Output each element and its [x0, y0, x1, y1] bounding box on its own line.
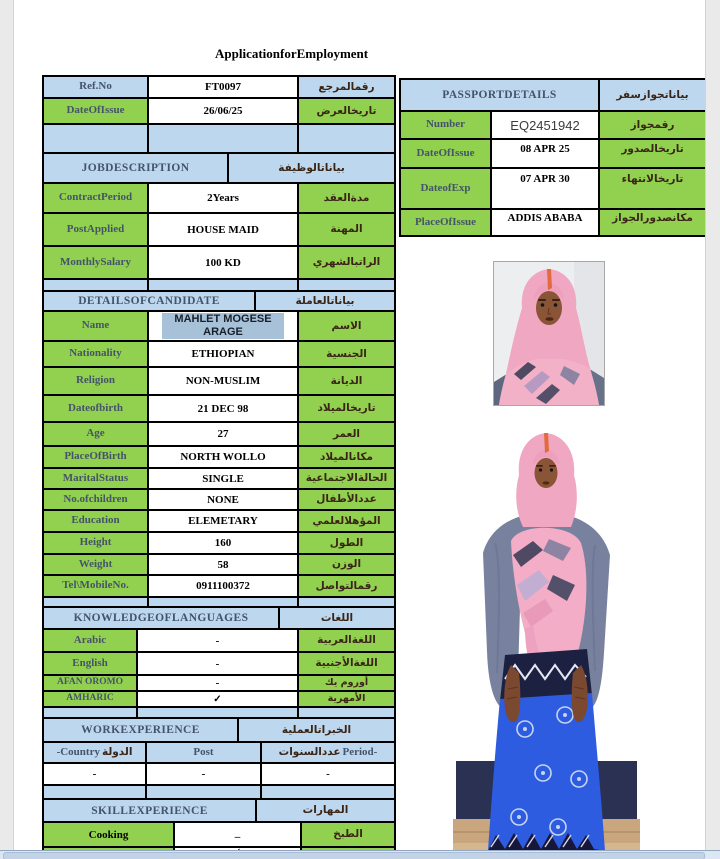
page-margin-right	[705, 0, 720, 859]
table-row	[44, 396, 396, 423]
name-arabic: الاسم	[299, 312, 396, 342]
mobile-value: 0911100372	[149, 576, 299, 598]
table-row	[401, 210, 707, 237]
nationality-value: ETHIOPIAN	[149, 342, 299, 368]
arabic-language-label: Arabic	[44, 630, 138, 653]
english-language-arabic: اللغةالأجنبية	[299, 653, 396, 676]
table-row	[44, 423, 396, 447]
arabic-language-arabic: اللغةالعربية	[299, 630, 396, 653]
name-value	[149, 312, 299, 342]
date-of-issue-label: DateOfIssue	[44, 99, 149, 125]
country-column-header: -Country الدولة	[44, 743, 147, 764]
marital-status-arabic: الحالةالاجتماعية	[299, 469, 396, 490]
post-applied-arabic: المهنة	[299, 214, 396, 247]
job-description-header: JOBDESCRIPTION	[44, 154, 229, 184]
monthly-salary-value: 100 KD	[149, 247, 299, 280]
table-row	[44, 312, 396, 342]
passport-place-label: PlaceOfIssue	[401, 210, 492, 237]
height-value: 160	[149, 533, 299, 555]
religion-value: NON-MUSLIM	[149, 368, 299, 396]
table-row	[44, 469, 396, 490]
section-header-row	[44, 800, 396, 823]
empty-row	[44, 280, 396, 292]
amharic-arabic: الأمهرية	[299, 692, 396, 708]
nationality-arabic: الجنسية	[299, 342, 396, 368]
section-header-row	[401, 80, 707, 112]
weight-label: Weight	[44, 555, 149, 576]
page-title: ApplicationforEmployment	[215, 46, 369, 61]
table-row	[401, 169, 707, 210]
skill-experience-header-arabic: المهارات	[257, 800, 396, 823]
table-row	[44, 99, 396, 125]
work-period-value: -	[262, 764, 396, 786]
post-applied-label: PostApplied	[44, 214, 149, 247]
languages-header-arabic: اللغات	[280, 608, 396, 630]
cooking-arabic: الطبخ	[302, 823, 396, 848]
passport-issue-value: 08 APR 25	[492, 140, 600, 169]
section-header-row	[44, 292, 396, 312]
education-arabic: المؤهلالعلمي	[299, 511, 396, 533]
post-applied-value: HOUSE MAID	[149, 214, 299, 247]
afan-oromo-value: -	[138, 676, 299, 692]
job-description-header-arabic: بياناتالوظيفة	[229, 154, 396, 184]
education-value: ELEMETARY	[149, 511, 299, 533]
contract-period-arabic: مدةالعقد	[299, 184, 396, 214]
passport-photo	[493, 261, 605, 406]
scrollbar-thumb[interactable]	[3, 852, 705, 859]
table-row	[44, 368, 396, 396]
afan-oromo-label: AFAN OROMO	[44, 676, 138, 692]
date-of-birth-label: Dateofbirth	[44, 396, 149, 423]
passport-issue-arabic: تاريخالصدور	[600, 140, 707, 169]
cooking-value: –	[175, 823, 302, 848]
work-post-value: -	[147, 764, 262, 786]
children-arabic: عددالأطفال	[299, 490, 396, 511]
work-values-row	[44, 764, 396, 786]
application-table	[42, 75, 396, 859]
passport-number-value: EQ2451942	[492, 112, 600, 140]
table-row	[401, 140, 707, 169]
date-of-issue-value: 26/06/25	[149, 99, 299, 125]
horizontal-scrollbar[interactable]	[0, 850, 720, 859]
arabic-language-value: -	[138, 630, 299, 653]
amharic-label: AMHARIC	[44, 692, 138, 708]
table-row	[44, 576, 396, 598]
table-row	[44, 511, 396, 533]
amharic-value: ✓	[138, 692, 299, 708]
children-value: NONE	[149, 490, 299, 511]
passport-exp-value: 07 APR 30	[492, 169, 600, 210]
cooking-label: Cooking	[44, 823, 175, 848]
table-row	[44, 214, 396, 247]
age-arabic: العمر	[299, 423, 396, 447]
ref-no-label: Ref.No	[44, 77, 149, 99]
place-of-birth-label: PlaceOfBirth	[44, 447, 149, 469]
post-column-header: Post	[147, 743, 262, 764]
skill-experience-header: SKILLEXPERIENCE	[44, 800, 257, 823]
empty-row	[44, 708, 396, 719]
work-columns-header	[44, 743, 396, 764]
contract-period-value: 2Years	[149, 184, 299, 214]
passport-number-label: Number	[401, 112, 492, 140]
table-row	[44, 77, 396, 99]
section-header-row	[44, 608, 396, 630]
work-experience-header: WORKEXPERIENCE	[44, 719, 239, 743]
english-language-value: -	[138, 653, 299, 676]
nationality-label: Nationality	[44, 342, 149, 368]
passport-number-arabic: رقمجواز	[600, 112, 707, 140]
empty-row	[44, 598, 396, 608]
passport-photo-image	[494, 262, 604, 405]
table-row	[44, 342, 396, 368]
age-value: 27	[149, 423, 299, 447]
marital-status-label: MaritalStatus	[44, 469, 149, 490]
table-row	[44, 823, 396, 848]
table-row	[44, 630, 396, 653]
height-label: Height	[44, 533, 149, 555]
monthly-salary-label: MonthlySalary	[44, 247, 149, 280]
passport-details-header-arabic: بياناتجوازسفر	[600, 80, 707, 112]
table-row	[44, 184, 396, 214]
table-row	[44, 555, 396, 576]
english-language-label: English	[44, 653, 138, 676]
work-country-value: -	[44, 764, 147, 786]
name-label: Name	[44, 312, 149, 342]
age-label: Age	[44, 423, 149, 447]
page-margin-left	[0, 0, 14, 859]
passport-details-header: PASSPORTDETAILS	[401, 80, 600, 112]
empty-row	[44, 125, 396, 154]
table-row	[44, 533, 396, 555]
date-of-birth-arabic: تاريخالميلاد	[299, 396, 396, 423]
weight-value: 58	[149, 555, 299, 576]
full-body-photo-image	[453, 423, 640, 859]
table-row	[44, 676, 396, 692]
selected-text[interactable]: MAHLET MOGESE ARAGE	[162, 313, 284, 339]
religion-label: Religion	[44, 368, 149, 396]
work-experience-header-arabic: الخبراتالعملية	[239, 719, 396, 743]
section-header-row	[44, 719, 396, 743]
passport-exp-label: DateofExp	[401, 169, 492, 210]
children-label: No.ofchildren	[44, 490, 149, 511]
passport-table	[399, 78, 707, 237]
languages-header: KNOWLEDGEOFLANGUAGES	[44, 608, 280, 630]
monthly-salary-arabic: الراتبالشهري	[299, 247, 396, 280]
height-arabic: الطول	[299, 533, 396, 555]
date-of-issue-arabic: تاريخالعرض	[299, 99, 396, 125]
place-of-birth-arabic: مكانالميلاد	[299, 447, 396, 469]
table-row	[44, 247, 396, 280]
weight-arabic: الوزن	[299, 555, 396, 576]
table-row	[44, 447, 396, 469]
table-row	[401, 112, 707, 140]
table-row	[44, 653, 396, 676]
religion-arabic: الديانة	[299, 368, 396, 396]
mobile-label: Tel\MobileNo.	[44, 576, 149, 598]
ref-no-arabic: رقمالمرجع	[299, 77, 396, 99]
marital-status-value: SINGLE	[149, 469, 299, 490]
place-of-birth-value: NORTH WOLLO	[149, 447, 299, 469]
passport-place-arabic: مكانصدورالجواز	[600, 210, 707, 237]
mobile-arabic: رقمالتواصل	[299, 576, 396, 598]
full-body-photo	[453, 423, 640, 859]
candidate-details-header: DETAILSOFCANDIDATE	[44, 292, 256, 312]
empty-row	[44, 786, 396, 800]
section-header-row	[44, 154, 396, 184]
candidate-details-header-arabic: بياناتالعاملة	[256, 292, 396, 312]
passport-issue-label: DateOfIssue	[401, 140, 492, 169]
education-label: Education	[44, 511, 149, 533]
ref-no-value: FT0097	[149, 77, 299, 99]
contract-period-label: ContractPeriod	[44, 184, 149, 214]
afan-oromo-arabic: أوروم يك	[299, 676, 396, 692]
table-row	[44, 692, 396, 708]
passport-exp-arabic: تاريخالانتهاء	[600, 169, 707, 210]
table-row	[44, 490, 396, 511]
passport-place-value: ADDIS ABABA	[492, 210, 600, 237]
date-of-birth-value: 21 DEC 98	[149, 396, 299, 423]
period-column-header: عددالسنوات Period-	[262, 743, 396, 764]
